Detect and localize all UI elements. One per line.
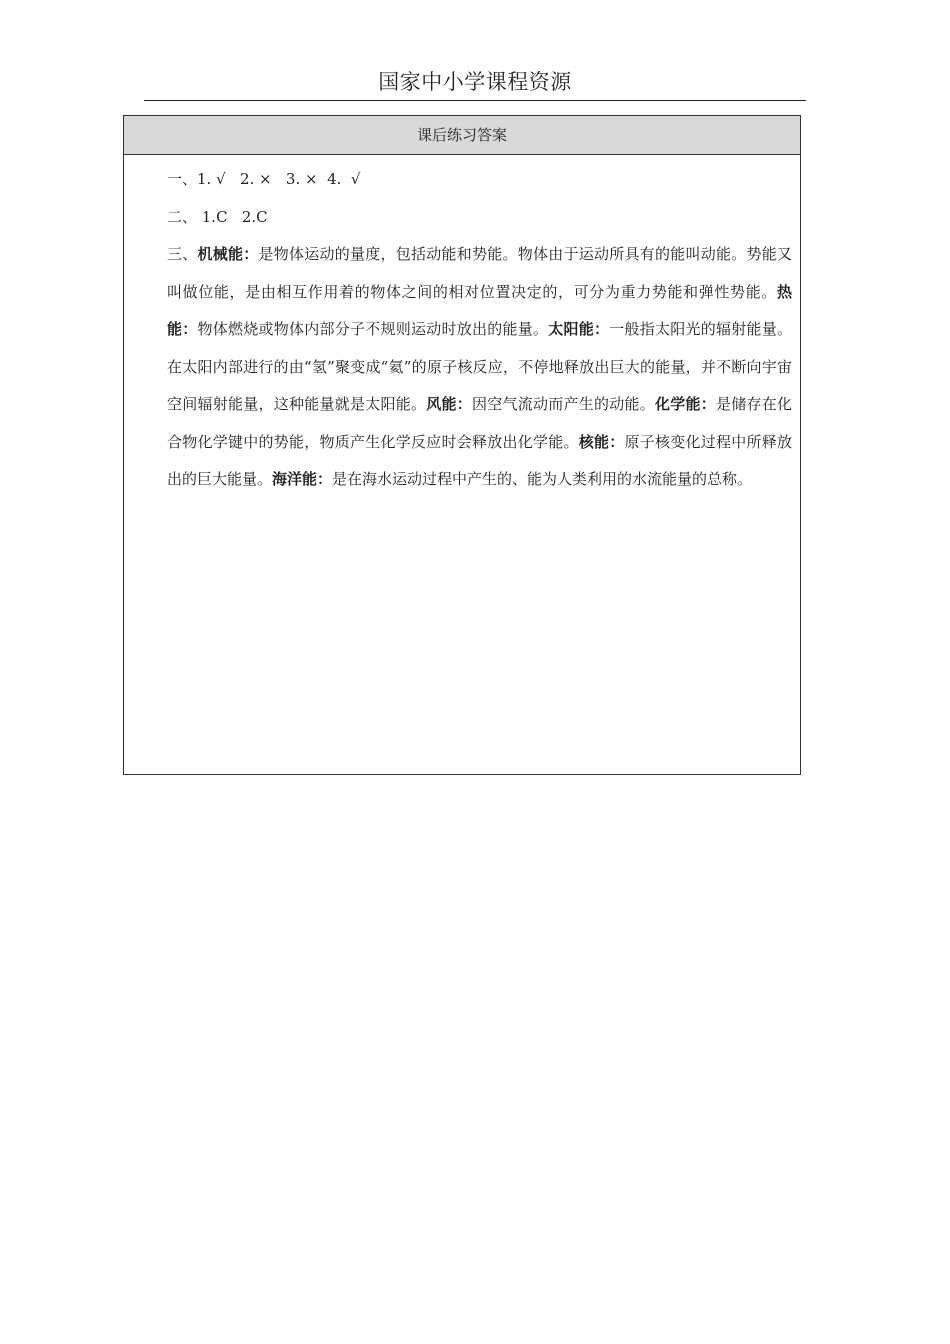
term-chemical-energy: 化学能： bbox=[654, 395, 716, 413]
answer-part-3 bbox=[167, 236, 792, 499]
definition-nuclear-energy: 原子核变化过程中所释放出的巨大能量。 bbox=[167, 432, 792, 488]
page-header bbox=[144, 66, 806, 101]
answer-part-2: 二、 1.C 2.C bbox=[167, 207, 268, 226]
answer-table-body bbox=[124, 155, 800, 499]
term-thermal-energy: 热能： bbox=[167, 282, 792, 338]
answer-table bbox=[123, 115, 801, 775]
definition-ocean-energy: 是在海水运动过程中产生的、能为人类利用的水流能量的总称。 bbox=[332, 470, 753, 488]
answer-part-3-prefix: 三、 bbox=[167, 245, 198, 263]
term-nuclear-energy: 核能： bbox=[578, 432, 625, 451]
term-ocean-energy: 海洋能： bbox=[272, 470, 333, 488]
term-wind-energy: 风能： bbox=[426, 395, 472, 413]
definition-wind-energy: 因空气流动而产生的动能。 bbox=[471, 395, 655, 413]
answer-table-heading: 课后练习答案 bbox=[124, 116, 800, 155]
definition-thermal-energy: 物体燃烧或物体内部分子不规则运动时放出的能量。 bbox=[197, 320, 549, 338]
term-mechanical-energy: 机械能： bbox=[197, 245, 259, 263]
definition-chemical-energy: 是储存在化合物化学键中的势能，物质产生化学反应时会释放出化学能。 bbox=[167, 395, 792, 451]
page-title: 国家中小学课程资源 bbox=[378, 70, 572, 94]
definition-mechanical-energy: 是物体运动的量度，包括动能和势能。物体由于运动所具有的能叫动能。势能又叫做位能，是由相互作用着的物体之间的相对位置决定的，可分为重力势能和弹性势能。 bbox=[167, 245, 792, 301]
term-solar-energy: 太阳能： bbox=[548, 320, 610, 338]
definition-solar-energy: 一般指太阳光的辐射能量。在太阳内部进行的由“氢”聚变成“氦”的原子核反应，不停地释放出巨大的能量，并不断向宇宙空间辐射能量，这种能量就是太阳能。 bbox=[167, 320, 792, 413]
answer-part-1: 一、1. √ 2. × 3. × 4. √ bbox=[167, 170, 361, 188]
